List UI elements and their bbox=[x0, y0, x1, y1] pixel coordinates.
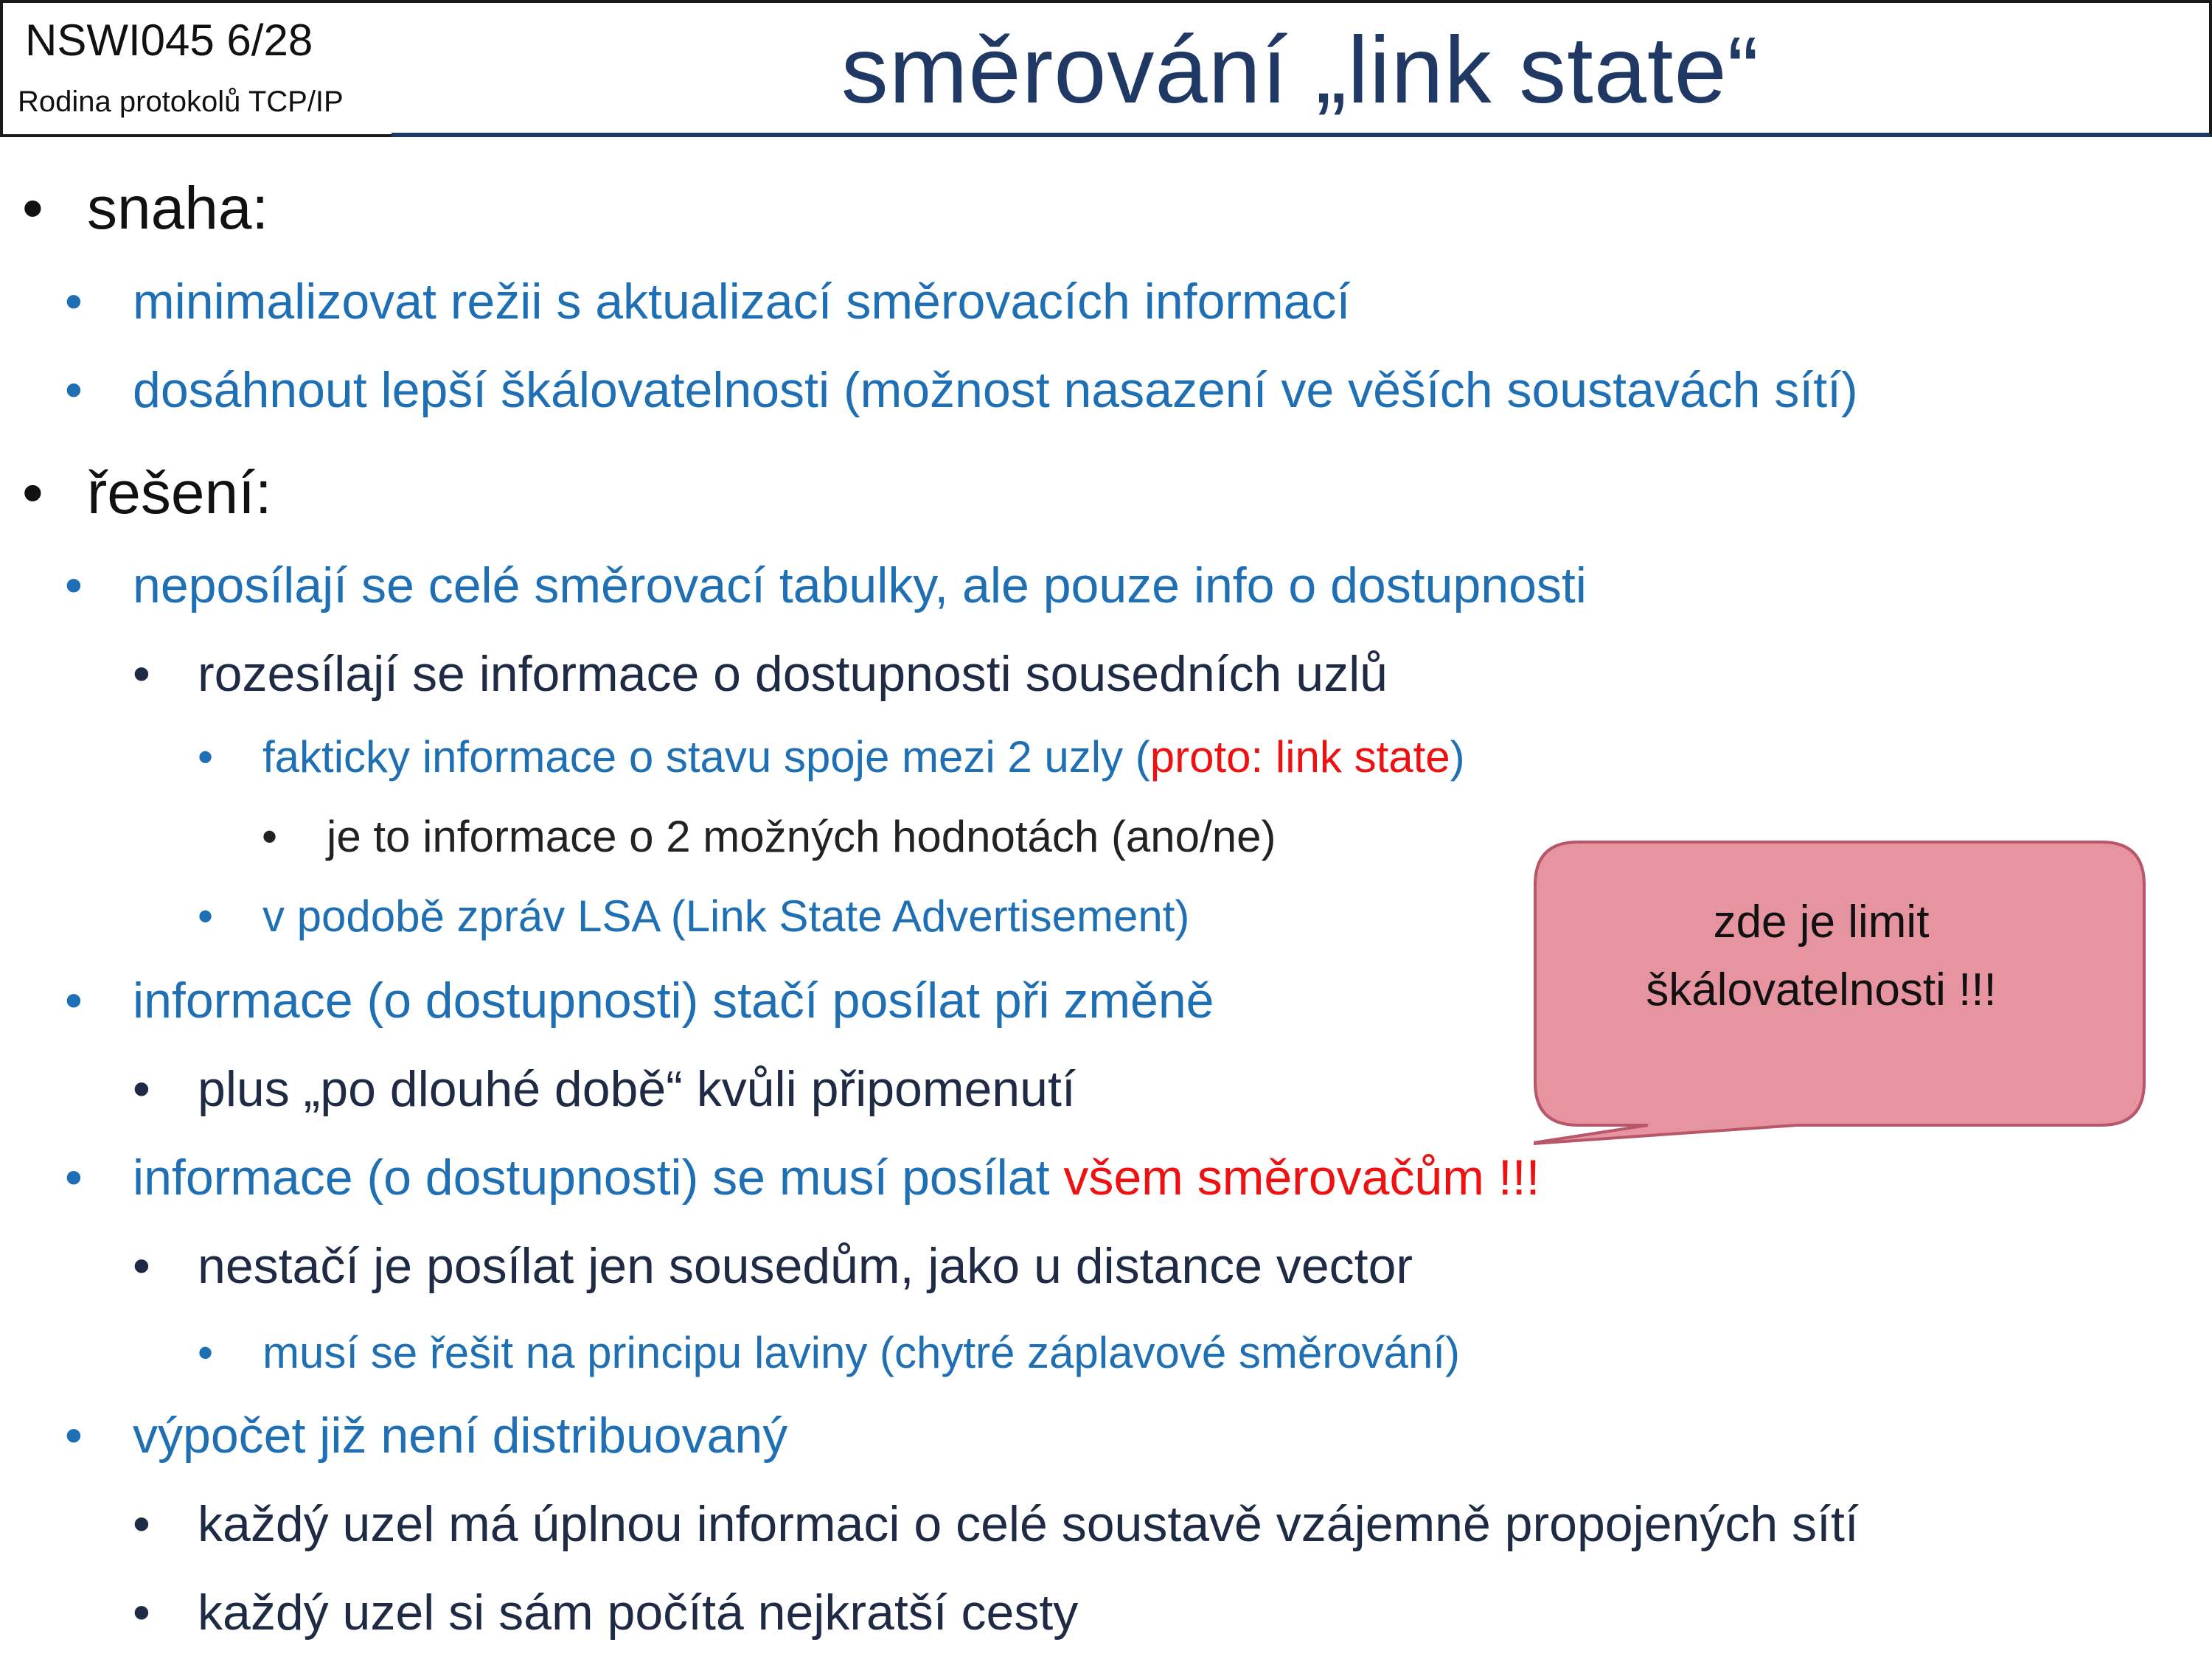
list-item bbox=[133, 1495, 1859, 1553]
bullet-icon: • bbox=[133, 1061, 150, 1117]
list-item-text: v podobě zpráv LSA (Link State Advertisement) bbox=[262, 891, 1190, 941]
bullet-icon: • bbox=[65, 557, 83, 613]
list-item-text: každý uzel si sám počítá nejkratší cesty bbox=[198, 1585, 1079, 1641]
list-item bbox=[65, 273, 1350, 330]
text-segment: informace (o dostupnosti) se musí posílat bbox=[133, 1150, 1064, 1206]
list-item bbox=[133, 1584, 1078, 1641]
bullet-icon: • bbox=[65, 973, 83, 1029]
list-item bbox=[65, 557, 1587, 614]
list-item bbox=[133, 645, 1388, 703]
list-item-text: výpočet již není distribuovaný bbox=[133, 1408, 788, 1464]
list-item bbox=[198, 731, 1465, 782]
emphasis-text: proto: link state bbox=[1150, 732, 1450, 782]
list-item bbox=[133, 1060, 1076, 1118]
bullet-icon: • bbox=[133, 1585, 150, 1641]
list-item-text: nestačí je posílat jen sousedům, jako u distance vector bbox=[198, 1238, 1413, 1294]
list-item bbox=[22, 174, 268, 243]
page-title: směrování „link state“ bbox=[841, 18, 1760, 123]
bullet-icon: • bbox=[262, 812, 278, 861]
bullet-icon: • bbox=[65, 362, 83, 418]
callout-line: škálovatelnosti !!! bbox=[1646, 964, 1997, 1015]
list-item-text: neposílají se celé směrovací tabulky, ale pouze info o dostupnosti bbox=[133, 557, 1587, 613]
list-item-text: plus „po dlouhé době“ kvůli připomenutí bbox=[198, 1061, 1076, 1117]
list-item bbox=[22, 459, 272, 528]
bullet-icon: • bbox=[198, 891, 214, 941]
bullet-icon: • bbox=[22, 175, 44, 242]
bullet-icon: • bbox=[65, 1408, 83, 1464]
list-item bbox=[133, 1237, 1413, 1295]
bullet-icon: • bbox=[65, 1150, 83, 1206]
list-item bbox=[65, 972, 1214, 1029]
list-item bbox=[65, 1407, 787, 1464]
list-item bbox=[262, 811, 1276, 862]
callout-bubble bbox=[1534, 833, 2153, 1312]
course-code: NSWI045 6/28 bbox=[25, 15, 313, 65]
bullet-icon: • bbox=[22, 459, 44, 526]
list-item-text bbox=[133, 1150, 1540, 1206]
list-item-text: snaha: bbox=[87, 175, 269, 242]
list-item-text: dosáhnout lepší škálovatelnosti (možnost nasazení ve věších soustavách sítí) bbox=[133, 362, 1858, 418]
list-item-text: je to informace o 2 možných hodnotách (ano/ne) bbox=[327, 812, 1276, 861]
list-item bbox=[65, 1149, 1540, 1206]
list-item-text: řešení: bbox=[87, 459, 272, 526]
list-item bbox=[65, 361, 1858, 419]
list-item-text: musí se řešit na principu laviny (chytré záplavové směrování) bbox=[262, 1328, 1460, 1377]
bullet-icon: • bbox=[133, 1238, 150, 1294]
bullet-icon: • bbox=[198, 732, 214, 782]
list-item-text: informace (o dostupnosti) stačí posílat při změně bbox=[133, 973, 1214, 1029]
list-item-text: rozesílají se informace o dostupnosti sousedních uzlů bbox=[198, 646, 1388, 702]
emphasis-text: všem směrovačům !!! bbox=[1063, 1150, 1540, 1206]
list-item bbox=[198, 891, 1189, 942]
list-item-text: minimalizovat režii s aktualizací směrovacích informací bbox=[133, 274, 1351, 330]
callout-line: zde je limit bbox=[1713, 897, 1930, 947]
text-segment: ) bbox=[1450, 732, 1465, 782]
text-segment: fakticky informace o stavu spoje mezi 2 uzly ( bbox=[262, 732, 1150, 782]
bullet-icon: • bbox=[65, 274, 83, 330]
list-item-text: každý uzel má úplnou informaci o celé soustavě vzájemně propojených sítí bbox=[198, 1496, 1859, 1552]
bullet-icon: • bbox=[198, 1328, 214, 1377]
list-item bbox=[198, 1327, 1460, 1378]
course-subtitle: Rodina protokolů TCP/IP bbox=[18, 86, 344, 118]
slide-header bbox=[0, 0, 2212, 140]
bullet-icon: • bbox=[133, 646, 150, 702]
title-box bbox=[392, 0, 2212, 137]
course-info-box bbox=[0, 0, 394, 137]
bullet-icon: • bbox=[133, 1496, 150, 1552]
list-item-text bbox=[262, 732, 1465, 782]
callout-text bbox=[1563, 888, 2079, 1024]
